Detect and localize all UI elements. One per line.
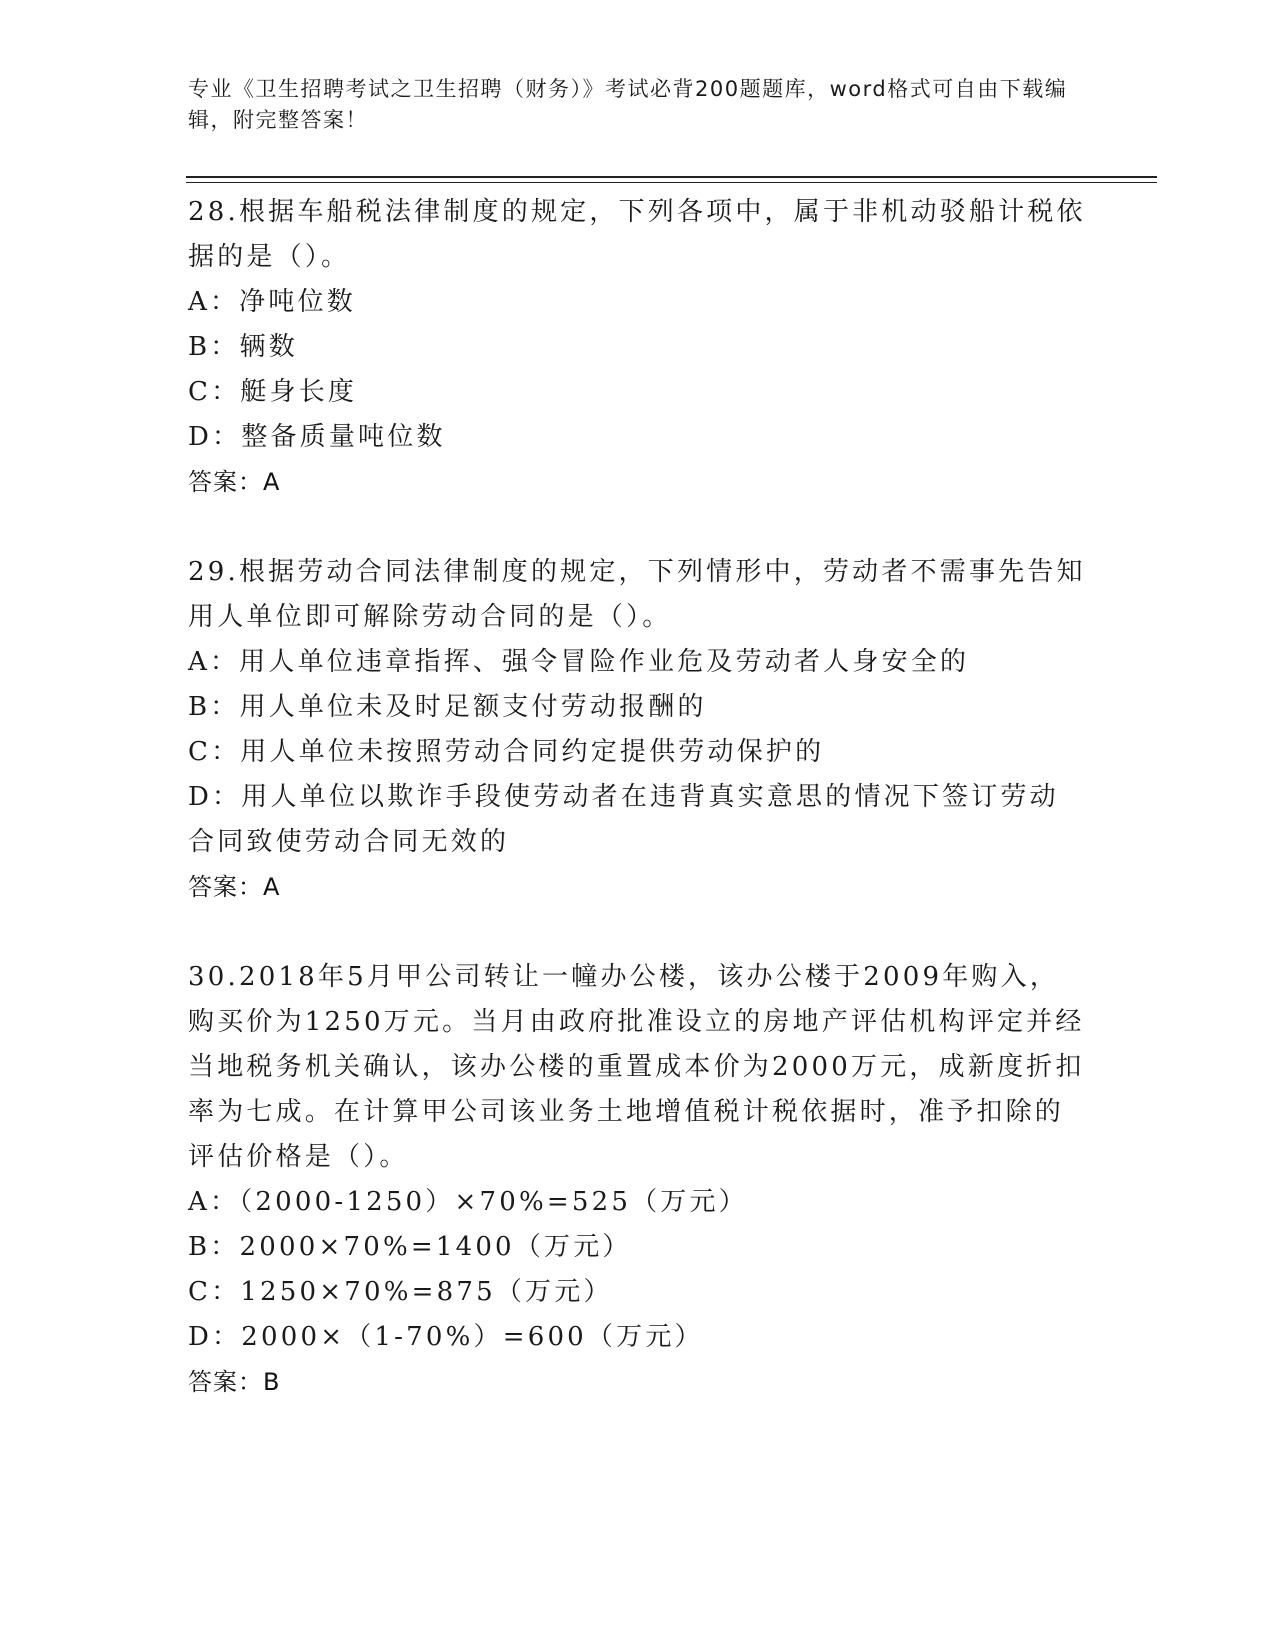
document-header: 专业《卫生招聘考试之卫生招聘（财务）》考试必背200题题库，word格式可自由下载编辑，附完整答案！ <box>188 77 1068 132</box>
question-30 <box>188 955 1088 1405</box>
question-stem: 30.2018年5月甲公司转让一幢办公楼，该办公楼于2009年购入，购买价为1250万元。当月由政府批准设立的房地产评估机构评定并经当地税务机关确认，该办公楼的重置成本价为2000万元，成新度折扣率为七成。在计算甲公司该业务土地增值税计税依据时，准予扣除的评估价格是（）。 <box>188 962 1085 1172</box>
option-a: A：（2000-1250）×70%=525（万元） <box>188 1187 748 1217</box>
option-c: C：艇身长度 <box>188 377 358 407</box>
option-c: C：用人单位未按照劳动合同约定提供劳动保护的 <box>188 737 825 767</box>
question-28 <box>188 190 1088 505</box>
option-b: B：辆数 <box>188 332 298 362</box>
option-a: A：用人单位违章指挥、强令冒险作业危及劳动者人身安全的 <box>188 647 970 677</box>
header-divider-thin <box>186 182 1157 183</box>
option-b: B：用人单位未及时足额支付劳动报酬的 <box>188 692 707 722</box>
question-stem: 29.根据劳动合同法律制度的规定，下列情形中，劳动者不需事先告知用人单位即可解除劳动合同的是（）。 <box>188 557 1086 632</box>
option-a: A：净吨位数 <box>188 287 356 317</box>
option-d: D：2000×（1-70%）=600（万元） <box>188 1322 704 1352</box>
header-divider-thick <box>186 176 1157 178</box>
answer-line: 答案：A <box>188 873 281 901</box>
question-list <box>188 190 1088 1450</box>
option-d: D：用人单位以欺诈手段使劳动者在违背真实意思的情况下签订劳动合同致使劳动合同无效的 <box>188 782 1059 857</box>
answer-line: 答案：A <box>188 468 281 496</box>
answer-line: 答案：B <box>188 1368 281 1396</box>
option-d: D：整备质量吨位数 <box>188 422 446 452</box>
question-stem: 28.根据车船税法律制度的规定，下列各项中，属于非机动驳船计税依据的是（）。 <box>188 197 1086 272</box>
option-b: B：2000×70%=1400（万元） <box>188 1232 632 1262</box>
question-29 <box>188 550 1088 910</box>
option-c: C：1250×70%=875（万元） <box>188 1277 613 1307</box>
